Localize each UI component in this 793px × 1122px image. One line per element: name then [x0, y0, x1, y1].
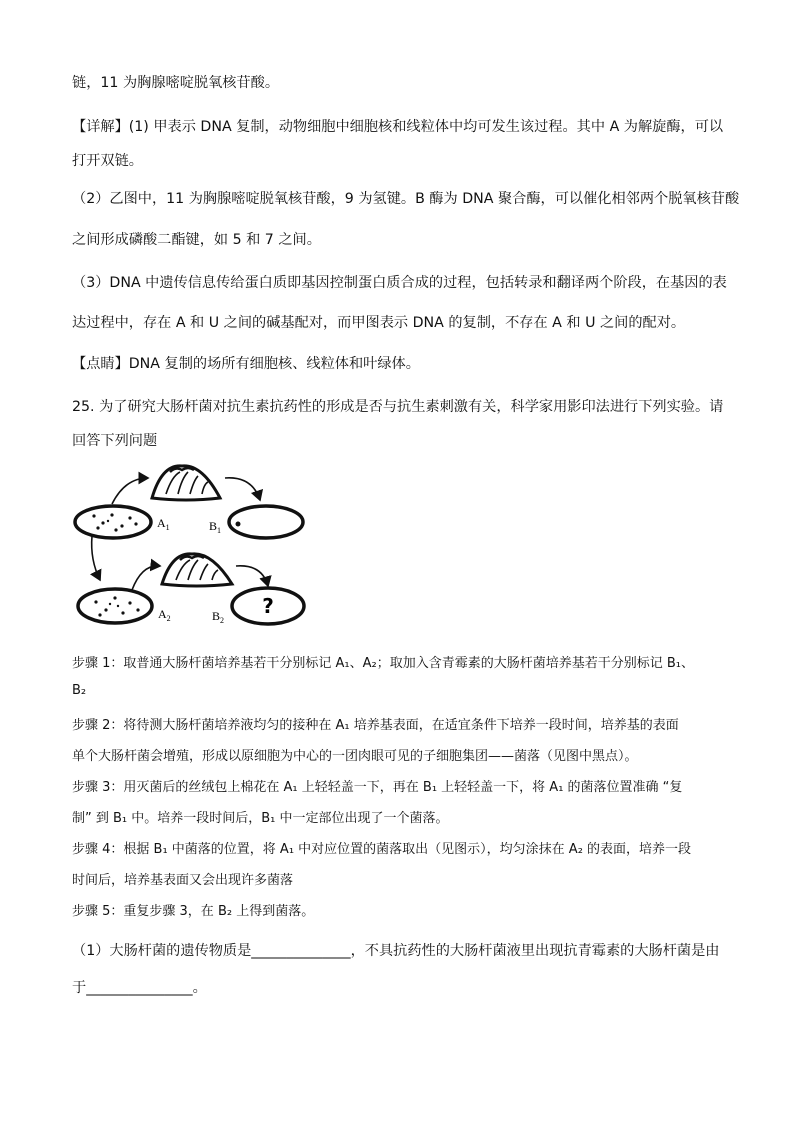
step-line: B₂ — [72, 683, 87, 698]
question-1-cont: 于_______________。 — [72, 980, 207, 996]
step-line: 步骤 1：取普通大肠杆菌培养基若干分别标记 A₁、A₂；取加入含青霉素的大肠杆菌培养基若干分别标记 B₁、 — [72, 656, 695, 671]
label-b1: $B_1$ — [209, 519, 222, 535]
step-line: 单个大肠杆菌会增殖，形成以原细胞为中心的一团肉眼可见的子细胞集团——菌落（见图中黑点）。 — [72, 749, 638, 764]
replica-plating-figure — [70, 460, 320, 640]
text-line: 回答下列问题 — [72, 433, 158, 449]
step-line: 制” 到 B₁ 中。培养一段时间后，B₁ 中一定部位出现了一个菌落。 — [72, 811, 449, 826]
step-line: 时间后，培养基表面又会出现许多菌落 — [72, 873, 294, 888]
text-line: 打开双链。 — [72, 153, 143, 169]
plate-b1 — [229, 506, 303, 538]
text-line: （3）DNA 中遗传信息传给蛋白质即基因控制蛋白质合成的过程，包括转录和翻译两个阶段，在基因的表 — [72, 275, 727, 291]
step-line: 步骤 3：用灭菌后的丝绒包上棉花在 A₁ 上轻轻盖一下，再在 B₁ 上轻轻盖一下，将 A₁ 的菌落位置准确 “复 — [72, 780, 683, 795]
step-line: 步骤 5：重复步骤 3，在 B₂ 上得到菌落。 — [72, 904, 315, 919]
question-1: （1）大肠杆菌的遗传物质是______________，不具抗药性的大肠杆菌液里出现抗青霉素的大肠杆菌是由 — [72, 943, 720, 959]
colony-dot — [236, 522, 241, 527]
question-title: 25. 为了研究大肠杆菌对抗生素抗药性的形成是否与抗生素刺激有关，科学家用影印法进行下列实验。请 — [72, 399, 724, 415]
label-a2: $A_2$ — [158, 607, 171, 623]
text-line: 达过程中，存在 A 和 U 之间的碱基配对，而甲图表示 DNA 的复制，不存在 A 和 U 之间的配对。 — [72, 315, 686, 331]
text-line: （2）乙图中，11 为胸腺嘧啶脱氧核苷酸，9 为氢键。B 酶为 DNA 聚合酶，可以催化相邻两个脱氧核苷酸 — [72, 191, 740, 207]
velvet-stamp-bottom — [162, 554, 232, 586]
text-line: 链，11 为胸腺嘧啶脱氧核苷酸。 — [72, 75, 280, 91]
text-line: 【详解】(1) 甲表示 DNA 复制，动物细胞中细胞核和线粒体中均可发生该过程。其中 A 为解旋酶，可以 — [72, 119, 724, 135]
label-a1: $A_1$ — [157, 516, 170, 532]
label-b2: $B_2$ — [212, 609, 225, 625]
step-line: 步骤 2：将待测大肠杆菌培养液均匀的接种在 A₁ 培养基表面，在适宜条件下培养一段时间，培养基的表面 — [72, 718, 679, 733]
text-line: 【点睛】DNA 复制的场所有细胞核、线粒体和叶绿体。 — [72, 356, 420, 372]
plate-a2 — [78, 589, 152, 623]
plate-a1 — [75, 506, 151, 538]
velvet-stamp-top — [152, 466, 220, 500]
step-line: 步骤 4：根据 B₁ 中菌落的位置，将 A₁ 中对应位置的菌落取出（见图示），均匀涂抹在 A₂ 的表面，培养一段 — [72, 842, 692, 857]
question-mark: ? — [262, 594, 274, 618]
text-line: 之间形成磷酸二酯键，如 5 和 7 之间。 — [72, 232, 321, 248]
